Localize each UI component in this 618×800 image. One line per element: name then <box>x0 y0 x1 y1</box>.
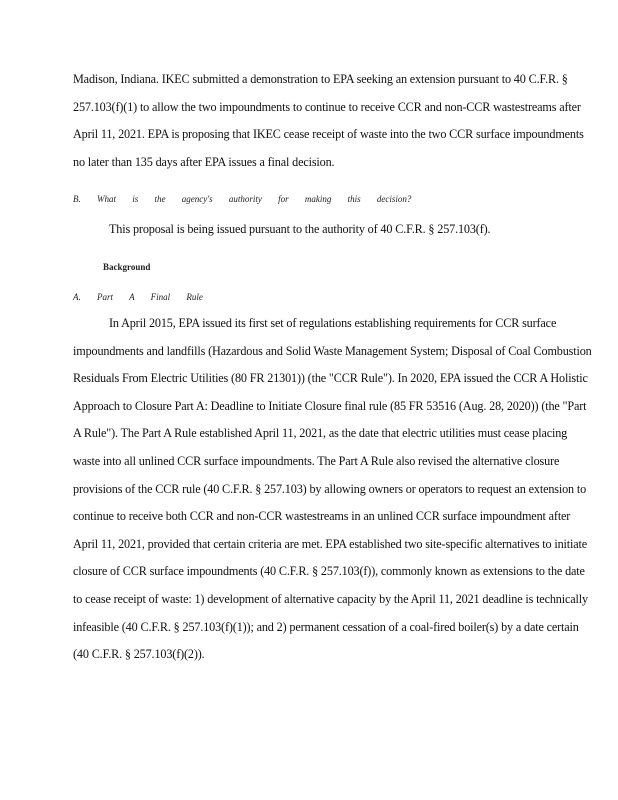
background-heading: Background <box>103 261 151 272</box>
part-a-paragraph: In April 2015, EPA issued its first set of regulations establishing requirements for CCR surface impoundments and landfills (Hazardous and Solid Waste Management System; Disposal of Coal Combustion Residuals From Electric Utilities (80 FR 21301)) (the "CCR Rule"). In 2020, EPA issued the CCR A Holistic Approach to Closure Part A: Deadline to Initiate Closure final rule (85 FR 53516 (Aug. 28, 2020)) (the "Part A Rule"). The Part A Rule established April 11, 2021, as the date that electric utilities must cease placing waste into all unlined CCR surface impoundments. The Part A Rule also revised the alternative closure provisions of the CCR rule (40 C.F.R. § 257.103) by allowing owners or operators to request an extension to continue to receive both CCR and non-CCR wastestreams in an unlined CCR surface impoundment after April 11, 2021, provided that certain criteria are met. EPA established two site-specific alternatives to initiate closure of CCR surface impoundments (40 C.F.R. § 257.103(f)), commonly known as extensions to the date to cease receipt of waste: 1) development of alternative capacity by the April 11, 2021 deadline is technically infeasible (40 C.F.R. § 257.103(f)(1)); and 2) permanent cessation of a coal-fired boiler(s) by a date certain (40 C.F.R. § 257.103(f)(2)). <box>73 315 592 662</box>
authority-paragraph: This proposal is being issued pursuant to the authority of 40 C.F.R. § 257.103(f). <box>109 222 491 237</box>
section-heading-b: B. What is the agency's authority for making this decision? <box>73 194 412 205</box>
intro-paragraph: Madison, Indiana. IKEC submitted a demonstration to EPA seeking an extension pursuant to 40 C.F.R. § 257.103(f)(1) to allow the two impoundments to continue to receive CCR and non-CCR wastestreams after April 11, 2021. EPA is proposing that IKEC cease receipt of waste into the two CCR surface impoundments no later than 135 days after EPA issues a final decision. <box>73 72 584 169</box>
section-heading-a: A. Part A Final Rule <box>73 291 203 302</box>
document-page <box>73 66 593 669</box>
